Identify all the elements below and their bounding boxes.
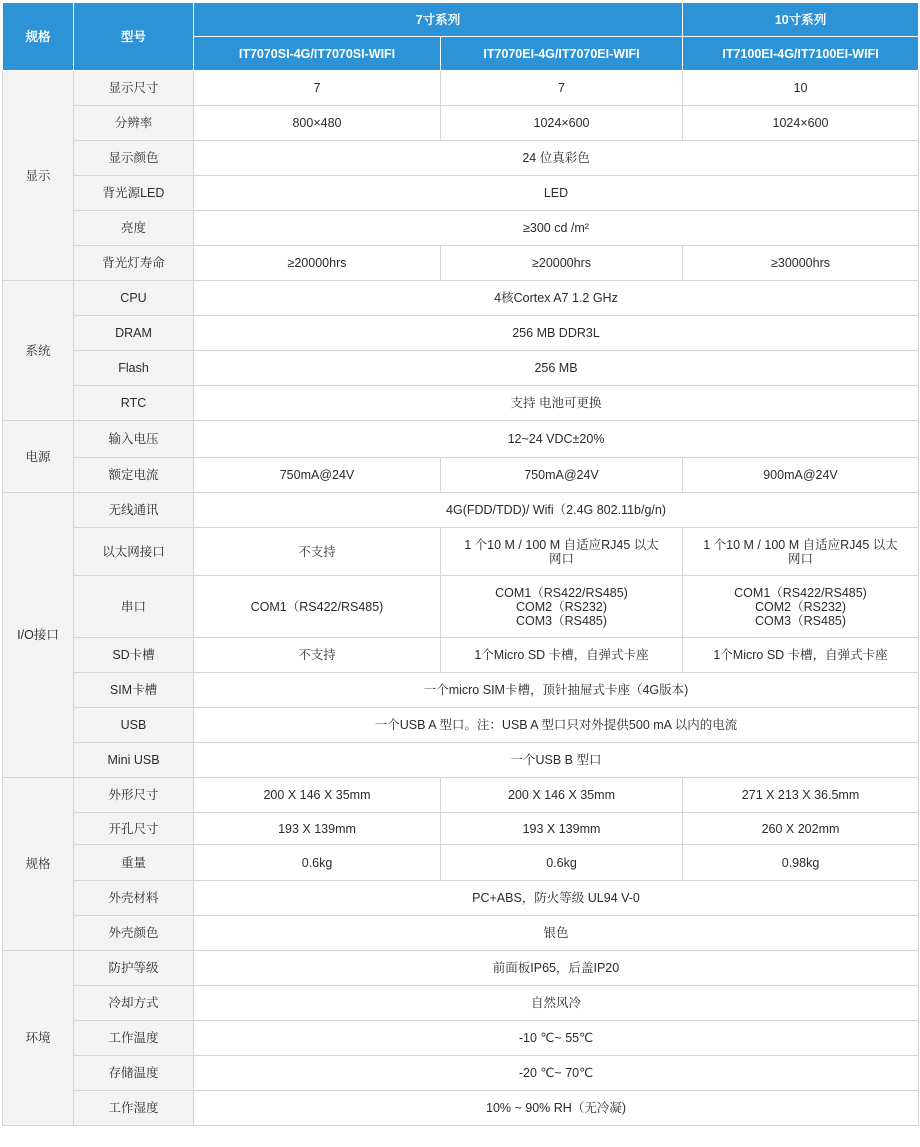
cell-c: 271 X 213 X 36.5mm: [683, 778, 919, 813]
header-model-b: IT7070EI-4G/IT7070EI-WIFI: [441, 37, 683, 71]
cell-a: COM1（RS422/RS485): [194, 576, 441, 638]
cell-a: 750mA@24V: [194, 458, 441, 493]
row-label: 防护等级: [74, 951, 194, 986]
row-label: RTC: [74, 386, 194, 421]
table-row: [3, 386, 919, 421]
cell-b: 1个Micro SD 卡槽，自弹式卡座: [441, 638, 683, 673]
row-label: 串口: [74, 576, 194, 638]
header-model-a: IT7070SI-4G/IT7070SI-WIFI: [194, 37, 441, 71]
header-spec: 规格: [3, 3, 74, 71]
row-label: Flash: [74, 351, 194, 386]
cell-b: ≥20000hrs: [441, 246, 683, 281]
table-row: [3, 1021, 919, 1056]
row-label: 背光源LED: [74, 176, 194, 211]
table-row: [3, 576, 919, 638]
cell-all: 自然风冷: [194, 986, 919, 1021]
table-row: [3, 351, 919, 386]
cell-b: 0.6kg: [441, 845, 683, 881]
cell-all: -10 ℃~ 55℃: [194, 1021, 919, 1056]
table-row: [3, 986, 919, 1021]
cell-b: 1 个10 M / 100 M 自适应RJ45 以太 网口: [441, 528, 683, 576]
header-series-7: 7寸系列: [194, 3, 683, 37]
table-row: [3, 638, 919, 673]
group-display: 显示: [3, 71, 74, 281]
cell-c: 1024×600: [683, 106, 919, 141]
group-power: 电源: [3, 421, 74, 493]
row-label: 无线通讯: [74, 493, 194, 528]
group-io: I/O接口: [3, 493, 74, 778]
cell-all: 256 MB: [194, 351, 919, 386]
cell-all: LED: [194, 176, 919, 211]
table-row: [3, 176, 919, 211]
table-row: [3, 778, 919, 813]
row-label: 以太网接口: [74, 528, 194, 576]
cell-all: PC+ABS，防火等级 UL94 V-0: [194, 881, 919, 916]
cell-all: 一个USB A 型口。注：USB A 型口只对外提供500 mA 以内的电流: [194, 708, 919, 743]
table-row: [3, 211, 919, 246]
cell-a: 不支持: [194, 528, 441, 576]
table-row: [3, 106, 919, 141]
row-label: Mini USB: [74, 743, 194, 778]
table-row: [3, 458, 919, 493]
cell-b: 200 X 146 X 35mm: [441, 778, 683, 813]
cell-a: 0.6kg: [194, 845, 441, 881]
table-row: [3, 951, 919, 986]
cell-c: 260 X 202mm: [683, 813, 919, 845]
table-row: [3, 493, 919, 528]
table-row: [3, 316, 919, 351]
table-row: [3, 881, 919, 916]
cell-c: COM1（RS422/RS485) COM2（RS232) COM3（RS485): [683, 576, 919, 638]
cell-a: 193 X 139mm: [194, 813, 441, 845]
header-model-c: IT7100EI-4G/IT7100EI-WIFI: [683, 37, 919, 71]
cell-all: 4核Cortex A7 1.2 GHz: [194, 281, 919, 316]
cell-all: 10% ~ 90% RH（无冷凝): [194, 1091, 919, 1126]
cell-c: 900mA@24V: [683, 458, 919, 493]
row-label: 显示尺寸: [74, 71, 194, 106]
cell-all: 银色: [194, 916, 919, 951]
row-label: CPU: [74, 281, 194, 316]
cell-a: 不支持: [194, 638, 441, 673]
group-env: 环境: [3, 951, 74, 1126]
row-label: 分辨率: [74, 106, 194, 141]
row-label: 工作温度: [74, 1021, 194, 1056]
cell-all: 前面板IP65，后盖IP20: [194, 951, 919, 986]
cell-b: 1024×600: [441, 106, 683, 141]
group-spec: 规格: [3, 778, 74, 951]
spec-table: [2, 2, 919, 1126]
table-row: [3, 421, 919, 458]
cell-b: 193 X 139mm: [441, 813, 683, 845]
table-row: [3, 528, 919, 576]
row-label: 额定电流: [74, 458, 194, 493]
cell-c: 1 个10 M / 100 M 自适应RJ45 以太 网口: [683, 528, 919, 576]
row-label: 外形尺寸: [74, 778, 194, 813]
cell-c: 1个Micro SD 卡槽，自弹式卡座: [683, 638, 919, 673]
cell-all: ≥300 cd /m²: [194, 211, 919, 246]
table-row: [3, 281, 919, 316]
row-label: 存储温度: [74, 1056, 194, 1091]
cell-b: 7: [441, 71, 683, 106]
row-label: 亮度: [74, 211, 194, 246]
table-row: [3, 708, 919, 743]
header-model: 型号: [74, 3, 194, 71]
row-label: 开孔尺寸: [74, 813, 194, 845]
row-label: 输入电压: [74, 421, 194, 458]
table-row: [3, 813, 919, 845]
row-label: 背光灯寿命: [74, 246, 194, 281]
cell-c: 0.98kg: [683, 845, 919, 881]
row-label: DRAM: [74, 316, 194, 351]
row-label: SIM卡槽: [74, 673, 194, 708]
cell-a: 7: [194, 71, 441, 106]
table-row: [3, 916, 919, 951]
cell-all: 一个micro SIM卡槽，顶针抽屉式卡座（4G版本): [194, 673, 919, 708]
cell-c: 10: [683, 71, 919, 106]
row-label: 显示颜色: [74, 141, 194, 176]
row-label: 工作湿度: [74, 1091, 194, 1126]
table-row: [3, 743, 919, 778]
table-row: [3, 845, 919, 881]
header-series-10: 10寸系列: [683, 3, 919, 37]
cell-all: 一个USB B 型口: [194, 743, 919, 778]
cell-c: ≥30000hrs: [683, 246, 919, 281]
cell-all: 256 MB DDR3L: [194, 316, 919, 351]
cell-b: COM1（RS422/RS485) COM2（RS232) COM3（RS485): [441, 576, 683, 638]
cell-a: ≥20000hrs: [194, 246, 441, 281]
table-row: [3, 246, 919, 281]
table-row: [3, 673, 919, 708]
cell-b: 750mA@24V: [441, 458, 683, 493]
row-label: 外壳材料: [74, 881, 194, 916]
table-row: [3, 1056, 919, 1091]
cell-all: 支持 电池可更换: [194, 386, 919, 421]
table-row: [3, 1091, 919, 1126]
group-system: 系统: [3, 281, 74, 421]
row-label: 冷却方式: [74, 986, 194, 1021]
cell-a: 800×480: [194, 106, 441, 141]
cell-all: 4G(FDD/TDD)/ Wifi（2.4G 802.11b/g/n): [194, 493, 919, 528]
cell-a: 200 X 146 X 35mm: [194, 778, 441, 813]
row-label: USB: [74, 708, 194, 743]
cell-all: 12~24 VDC±20%: [194, 421, 919, 458]
table-row: [3, 141, 919, 176]
cell-all: 24 位真彩色: [194, 141, 919, 176]
cell-all: -20 ℃~ 70℃: [194, 1056, 919, 1091]
row-label: 外壳颜色: [74, 916, 194, 951]
row-label: 重量: [74, 845, 194, 881]
table-row: [3, 71, 919, 106]
row-label: SD卡槽: [74, 638, 194, 673]
